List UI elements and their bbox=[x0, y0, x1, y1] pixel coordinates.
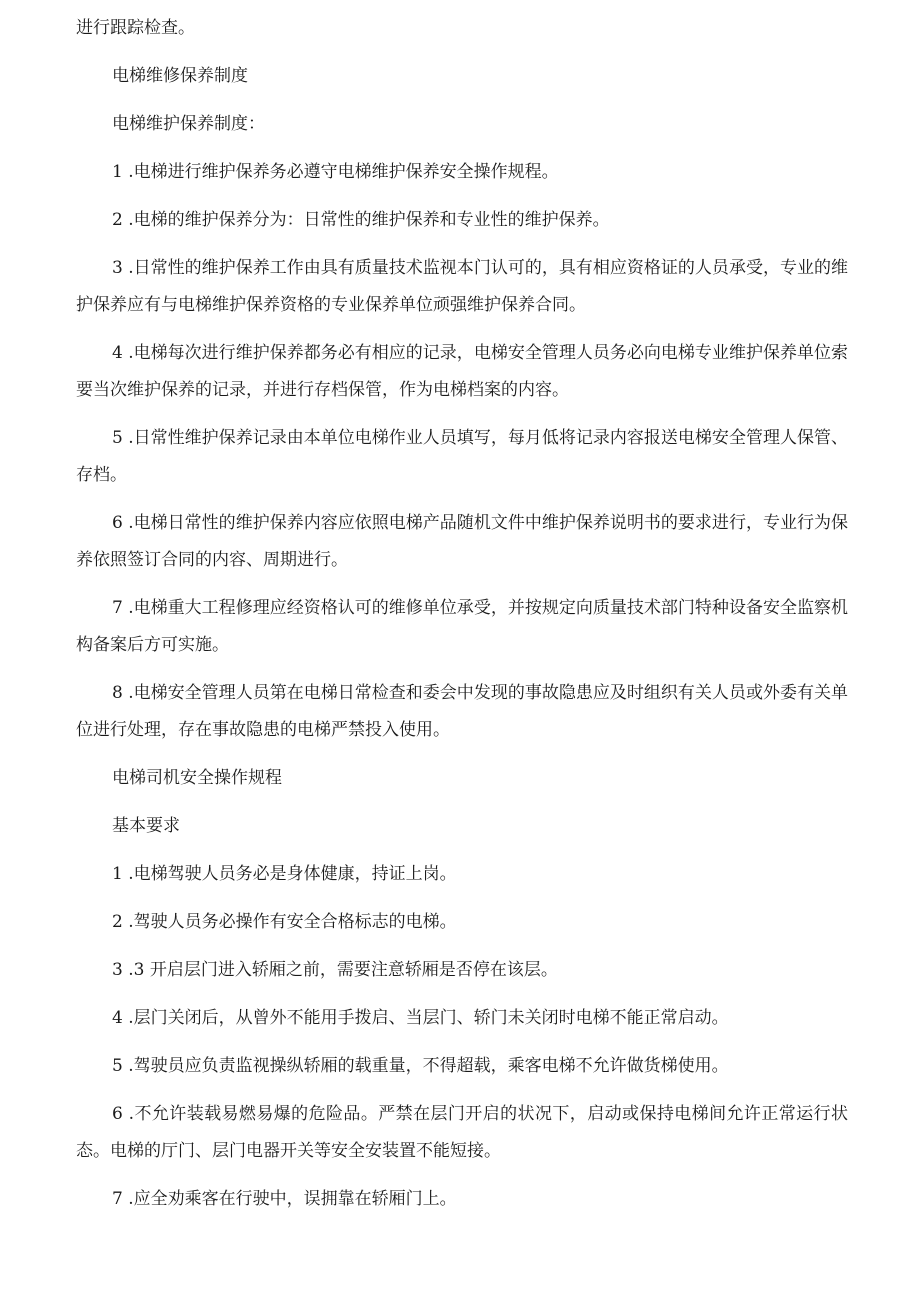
requirement-item-4: 4 .层门关闭后，从曾外不能用手拨启、当层门、轿门未关闭时电梯不能正常启动。 bbox=[112, 1008, 729, 1028]
requirement-item-7: 7 .应全劝乘客在行驶中，误拥靠在轿厢门上。 bbox=[112, 1189, 457, 1209]
list-item-5: 5 .日常性维护保养记录由本单位电梯作业人员填写，每月低将记录内容报送电梯安全管理人保管、存档。 bbox=[76, 428, 848, 485]
list-item-7: 7 .电梯重大工程修理应经资格认可的维修单位承受，并按规定向质量技术部门特种设备安全监察机构备案后方可实施。 bbox=[76, 598, 848, 655]
paragraph-continuation: 进行跟踪检查。 bbox=[76, 18, 195, 38]
subsection-heading-maintenance-system: 电梯维护保养制度： bbox=[112, 114, 265, 134]
list-item-1: 1 .电梯进行维护保养务必遵守电梯维护保养安全操作规程。 bbox=[112, 162, 559, 182]
list-item-8: 8 .电梯安全管理人员第在电梯日常检查和委会中发现的事故隐患应及时组织有关人员或外委有关单位进行处理，存在事故隐患的电梯严禁投入使用。 bbox=[76, 683, 848, 740]
requirement-item-2: 2 .驾驶人员务必操作有安全合格标志的电梯。 bbox=[112, 912, 457, 932]
list-item-2: 2 .电梯的维护保养分为：日常性的维护保养和专业性的维护保养。 bbox=[112, 210, 610, 230]
list-item-4: 4 .电梯每次进行维护保养都务必有相应的记录，电梯安全管理人员务必向电梯专业维护保养单位索要当次维护保养的记录，并进行存档保管，作为电梯档案的内容。 bbox=[76, 343, 848, 400]
requirement-item-3: 3 .3 开启层门进入轿厢之前，需要注意轿厢是否停在该层。 bbox=[112, 960, 558, 980]
document-page bbox=[76, 0, 848, 1229]
list-item-6: 6 .电梯日常性的维护保养内容应依照电梯产品随机文件中维护保养说明书的要求进行，专业行为保养依照签订合同的内容、周期进行。 bbox=[76, 513, 848, 570]
list-item-3: 3 .日常性的维护保养工作由具有质量技术监视本门认可的，具有相应资格证的人员承受，专业的维护保养应有与电梯维护保养资格的专业保养单位顽强维护保养合同。 bbox=[76, 258, 848, 315]
section-heading-maintenance: 电梯维修保养制度 bbox=[112, 66, 248, 86]
subsection-heading-basic-requirements: 基本要求 bbox=[112, 816, 180, 836]
requirement-item-1: 1 .电梯驾驶人员务必是身体健康，持证上岗。 bbox=[112, 864, 457, 884]
requirement-item-6: 6 .不允许装载易燃易爆的危险品。严禁在层门开启的状况下，启动或保持电梯间允许正常运行状态。电梯的厅门、层门电器开关等安全安装置不能短接。 bbox=[76, 1104, 848, 1161]
requirement-item-5: 5 .驾驶员应负责监视操纵轿厢的载重量，不得超载，乘客电梯不允许做货梯使用。 bbox=[112, 1056, 729, 1076]
section-heading-operator-rules: 电梯司机安全操作规程 bbox=[112, 768, 282, 788]
